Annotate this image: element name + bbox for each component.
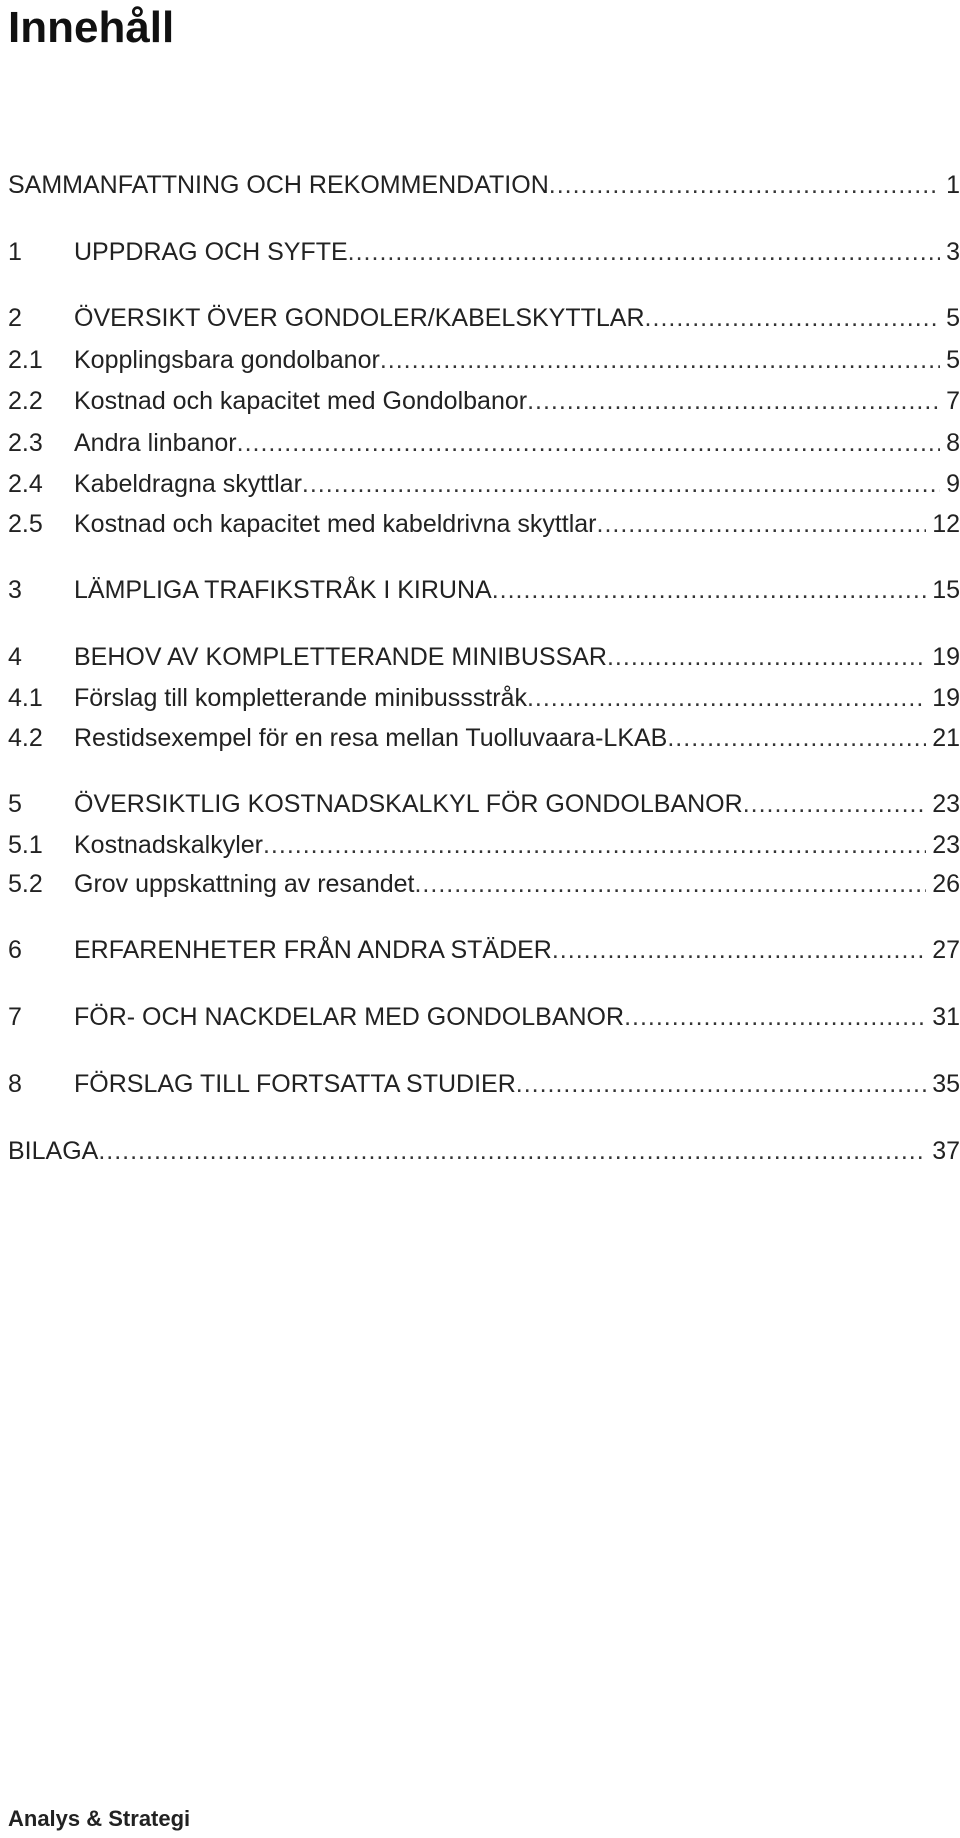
toc-entry-text: ERFARENHETER FRÅN ANDRA STÄDER [74, 936, 552, 964]
toc-entry-text: ÖVERSIKTLIG KOSTNADSKALKYL FÖR GONDOLBANOR [74, 790, 743, 818]
toc-entry-page: 21 [932, 724, 960, 752]
toc-leader-dots [552, 934, 926, 966]
toc-entry-7[interactable] [8, 1001, 960, 1033]
toc-entry-sammanfattning[interactable] [8, 169, 960, 201]
toc-entry-text: Förslag till kompletterande minibussstråk [74, 684, 527, 712]
toc-entry-page: 26 [932, 870, 960, 898]
toc-entry-2-4[interactable] [8, 468, 960, 500]
toc-entry-number: 2.2 [8, 387, 43, 415]
toc-entry-text: BEHOV AV KOMPLETTERANDE MINIBUSSAR [74, 643, 607, 671]
toc-entry-bilaga[interactable] [8, 1135, 960, 1167]
toc-entry-4-2[interactable] [8, 722, 960, 754]
toc-entry-page: 8 [946, 429, 960, 457]
toc-entry-number: 5.1 [8, 831, 43, 859]
toc-entry-4-1[interactable] [8, 682, 960, 714]
toc-entry-number: 5.2 [8, 870, 43, 898]
toc-entry-text: BILAGA [8, 1137, 99, 1165]
toc-leader-dots [549, 169, 940, 201]
toc-entry-page: 31 [932, 1003, 960, 1031]
toc-entry-6[interactable] [8, 934, 960, 966]
toc-entry-page: 1 [946, 171, 960, 199]
toc-entry-page: 19 [932, 643, 960, 671]
toc-entry-page: 23 [932, 790, 960, 818]
toc-leader-dots [414, 868, 926, 900]
toc-entry-number: 4.2 [8, 724, 43, 752]
toc-entry-text: Andra linbanor [74, 429, 237, 457]
toc-entry-text: ÖVERSIKT ÖVER GONDOLER/KABELSKYTTLAR [74, 304, 645, 332]
toc-entry-page: 12 [932, 510, 960, 538]
toc-leader-dots [237, 427, 940, 459]
toc-leader-dots [743, 788, 927, 820]
toc-entry-number: 3 [8, 576, 22, 604]
toc-leader-dots [667, 722, 926, 754]
toc-entry-number: 4 [8, 643, 22, 671]
toc-entry-text: FÖR- OCH NACKDELAR MED GONDOLBANOR [74, 1003, 625, 1031]
toc-entry-page: 27 [932, 936, 960, 964]
toc-entry-number: 1 [8, 238, 22, 266]
toc-entry-4[interactable] [8, 641, 960, 673]
toc-leader-dots [516, 1068, 926, 1100]
toc-entry-text: Kabeldragna skyttlar [74, 470, 302, 498]
toc-entry-number: 7 [8, 1003, 22, 1031]
toc-entry-number: 8 [8, 1070, 22, 1098]
toc-leader-dots [527, 385, 940, 417]
toc-leader-dots [597, 508, 927, 540]
toc-leader-dots [302, 468, 940, 500]
toc-entry-8[interactable] [8, 1068, 960, 1100]
toc-entry-number: 2.1 [8, 346, 43, 374]
toc-entry-3[interactable] [8, 574, 960, 606]
toc-leader-dots [348, 236, 940, 268]
toc-entry-text: SAMMANFATTNING OCH REKOMMENDATION [8, 171, 549, 199]
toc-entry-page: 3 [946, 238, 960, 266]
toc-entry-2-3[interactable] [8, 427, 960, 459]
toc-entry-5[interactable] [8, 788, 960, 820]
toc-leader-dots [380, 344, 940, 376]
toc-entry-text: Grov uppskattning av resandet [74, 870, 415, 898]
toc-entry-page: 37 [932, 1137, 960, 1165]
toc-leader-dots [98, 1135, 926, 1167]
toc-entry-text: UPPDRAG OCH SYFTE [74, 238, 348, 266]
toc-entry-2-1[interactable] [8, 344, 960, 376]
toc-entry-number: 6 [8, 936, 22, 964]
footer-label: Analys & Strategi [8, 1806, 191, 1831]
toc-entry-page: 35 [932, 1070, 960, 1098]
toc-leader-dots [527, 682, 926, 714]
toc-entry-5-1[interactable] [8, 829, 960, 861]
toc-entry-5-2[interactable] [8, 868, 960, 900]
toc-entry-page: 5 [946, 346, 960, 374]
toc-entry-page: 9 [946, 470, 960, 498]
toc-entry-number: 4.1 [8, 684, 43, 712]
toc-entry-number: 2.3 [8, 429, 43, 457]
toc-entry-text: Kostnadskalkyler [74, 831, 263, 859]
toc-entry-2-5[interactable] [8, 508, 960, 540]
toc-entry-number: 2 [8, 304, 22, 332]
toc-leader-dots [624, 1001, 926, 1033]
toc-entry-2[interactable] [8, 302, 960, 334]
toc-entry-number: 2.4 [8, 470, 43, 498]
toc-entry-page: 5 [946, 304, 960, 332]
toc-entry-number: 2.5 [8, 510, 43, 538]
toc-entry-2-2[interactable] [8, 385, 960, 417]
toc-entry-text: Kostnad och kapacitet med kabeldrivna skyttlar [74, 510, 597, 538]
toc-entry-text: FÖRSLAG TILL FORTSATTA STUDIER [74, 1070, 516, 1098]
toc-leader-dots [492, 574, 926, 606]
toc-leader-dots [263, 829, 926, 861]
toc-leader-dots [645, 302, 941, 334]
toc-entry-page: 15 [932, 576, 960, 604]
toc-leader-dots [607, 641, 926, 673]
toc-entry-page: 7 [946, 387, 960, 415]
toc-entry-text: Restidsexempel för en resa mellan Tuolluvaara-LKAB [74, 724, 668, 752]
toc-entry-number: 5 [8, 790, 22, 818]
toc-entry-text: Kopplingsbara gondolbanor [74, 346, 380, 374]
toc-entry-text: LÄMPLIGA TRAFIKSTRÅK I KIRUNA [74, 576, 492, 604]
page-title: Innehåll [8, 3, 175, 52]
toc-entry-1[interactable] [8, 236, 960, 268]
toc-entry-page: 19 [932, 684, 960, 712]
toc-entry-page: 23 [932, 831, 960, 859]
toc-entry-text: Kostnad och kapacitet med Gondolbanor [74, 387, 528, 415]
